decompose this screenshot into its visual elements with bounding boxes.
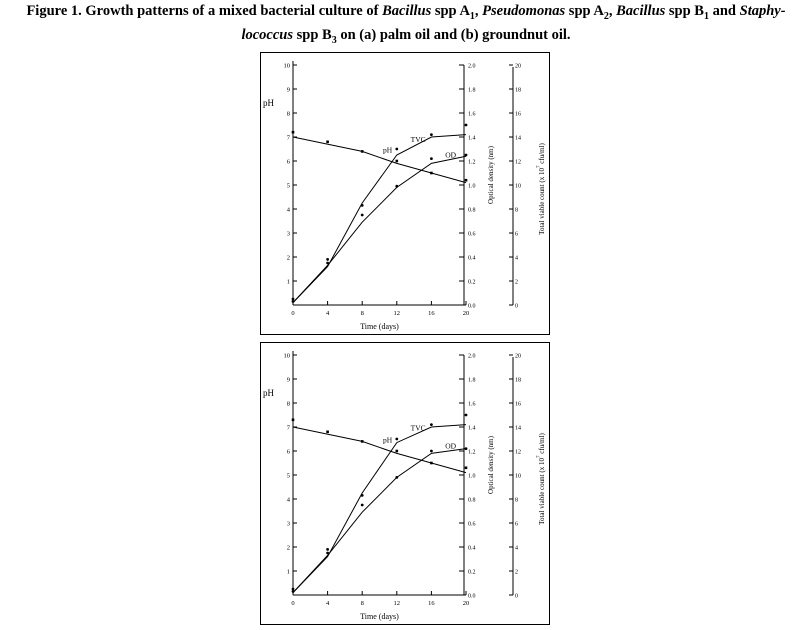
- tvc-tick-label: 12: [515, 449, 521, 456]
- series-line-tvc: [293, 135, 466, 303]
- tvc-tick-label: 2: [515, 279, 518, 286]
- od-tick-label: 1.4: [468, 425, 476, 432]
- tvc-tick-label: 12: [515, 159, 521, 166]
- chart-svg-a: [261, 53, 549, 334]
- data-point-od: [361, 504, 364, 507]
- od-tick-label: 1.4: [468, 135, 476, 142]
- data-point-tvc: [465, 124, 468, 127]
- od-tick-label: 1.2: [468, 449, 476, 456]
- organism-name: Pseudomonas: [482, 3, 566, 19]
- tvc-axis-label-main: Total viable count (x 10: [538, 168, 546, 235]
- x-tick-label: 0: [291, 310, 295, 317]
- x-tick-label: 4: [325, 310, 330, 317]
- tvc-tick-label: 16: [515, 401, 521, 408]
- tvc-tick-label: 8: [515, 207, 518, 214]
- figure-caption: [0, 2, 812, 50]
- caption-text: ,: [474, 3, 483, 19]
- tvc-tick-label: 6: [515, 521, 518, 528]
- subscript: 1: [469, 10, 475, 22]
- data-point-od: [326, 258, 329, 261]
- caption-text: on (a) palm oil and (b) groundnut oil.: [336, 26, 571, 43]
- tvc-tick-label: 20: [515, 353, 521, 360]
- data-point-od: [292, 298, 295, 301]
- ph-tick-label: 8: [286, 400, 290, 408]
- od-tick-label: 0.4: [468, 255, 476, 262]
- tvc-tick-label: 6: [515, 231, 518, 238]
- x-tick-label: 16: [428, 310, 435, 317]
- caption-line-2: [0, 26, 812, 50]
- organism-name: Staphy-: [739, 3, 786, 19]
- od-tick-label: 0.4: [468, 545, 476, 552]
- subscript: 1: [703, 10, 709, 22]
- tvc-axis-label: [537, 143, 546, 235]
- data-point-od: [465, 447, 468, 450]
- od-tick-label: 1.6: [468, 401, 476, 408]
- data-point-od: [430, 450, 433, 453]
- series-label-od: OD: [445, 441, 457, 451]
- od-tick-label: 0.8: [468, 497, 476, 504]
- ph-tick-label: 6: [286, 158, 290, 166]
- caption-text: Growth patterns of a mixed bacterial culture of: [81, 3, 383, 19]
- ph-tick-label: 2: [286, 254, 290, 262]
- data-point-tvc: [430, 133, 433, 136]
- series-line-od: [293, 449, 466, 593]
- ph-tick-label: 1: [286, 568, 290, 576]
- data-point-ph: [430, 172, 433, 175]
- ph-tick-label: 5: [286, 182, 290, 190]
- od-tick-label: 1.6: [468, 111, 476, 118]
- data-point-od: [395, 185, 398, 188]
- od-axis-label: Optical density (nm): [487, 436, 495, 494]
- tvc-axis-label-tail: cfu/ml): [538, 433, 546, 456]
- series-line-tvc: [293, 425, 466, 593]
- tvc-axis-label-tail: cfu/ml): [538, 143, 546, 166]
- subscript: 3: [331, 34, 337, 46]
- x-tick-label: 12: [393, 600, 401, 607]
- caption-text: spp B: [293, 26, 332, 43]
- organism-name: lococcus: [241, 26, 294, 43]
- organism-name: Bacillus: [382, 3, 432, 19]
- series-label-ph: pH: [382, 145, 393, 155]
- ph-tick-label: 5: [286, 472, 290, 480]
- organism-name: Bacillus: [616, 3, 666, 19]
- x-tick-label: 16: [428, 600, 435, 607]
- tvc-tick-label: 10: [515, 473, 521, 480]
- ph-tick-label: 10: [283, 62, 290, 70]
- ph-tick-label: 10: [283, 352, 290, 360]
- ph-tick-label: 3: [286, 230, 290, 238]
- data-point-ph: [361, 440, 364, 443]
- caption-line-1: [0, 2, 812, 26]
- data-point-od: [465, 154, 468, 157]
- od-tick-label: 0.2: [468, 279, 476, 286]
- tvc-tick-label: 10: [515, 183, 521, 190]
- caption-label: Figure 1.: [26, 3, 82, 19]
- tvc-tick-label: 18: [515, 377, 521, 384]
- data-point-ph: [396, 450, 399, 453]
- caption-text: and: [708, 3, 740, 19]
- series-label-tvc: TVC: [410, 134, 426, 144]
- ph-tick-label: 8: [286, 110, 290, 118]
- od-axis-label: Optical density (nm): [487, 146, 495, 204]
- x-tick-label: 4: [325, 600, 330, 607]
- tvc-tick-label: 16: [515, 111, 521, 118]
- tvc-tick-label: 4: [515, 545, 518, 552]
- data-point-tvc: [430, 423, 433, 426]
- data-point-tvc: [465, 414, 468, 417]
- ph-axis-label: pH: [263, 97, 274, 108]
- chart-panel-b: [260, 342, 550, 625]
- od-tick-label: 1.2: [468, 159, 476, 166]
- data-point-tvc: [361, 494, 364, 497]
- ph-tick-label: 4: [286, 496, 290, 504]
- ph-tick-label: 4: [286, 206, 290, 214]
- tvc-axis-label: [537, 433, 546, 525]
- series-line-ph: [293, 134, 466, 183]
- chart-panel-a: [260, 52, 550, 335]
- series-label-od: OD: [445, 150, 457, 160]
- tvc-axis-label-exp: 7: [537, 165, 542, 169]
- data-point-tvc: [395, 148, 398, 151]
- od-tick-label: 0.6: [468, 521, 476, 528]
- series-label-tvc: TVC: [410, 423, 426, 433]
- x-tick-label: 12: [393, 310, 401, 317]
- data-point-od: [430, 157, 433, 160]
- data-point-od: [326, 548, 329, 551]
- data-point-ph: [465, 467, 468, 470]
- chart-svg-b: [261, 343, 549, 624]
- tvc-axis-label-exp: 7: [537, 455, 542, 459]
- od-tick-label: 0.2: [468, 569, 476, 576]
- ph-tick-label: 7: [286, 424, 290, 432]
- ph-tick-label: 9: [286, 376, 290, 384]
- x-tick-label: 8: [360, 310, 364, 317]
- series-label-ph: pH: [382, 435, 393, 445]
- tvc-tick-label: 4: [515, 255, 518, 262]
- od-tick-label: 1.8: [468, 377, 476, 384]
- data-point-ph: [396, 160, 399, 163]
- ph-tick-label: 7: [286, 134, 290, 142]
- x-tick-label: 20: [462, 310, 470, 317]
- ph-tick-label: 9: [286, 86, 290, 94]
- tvc-tick-label: 18: [515, 87, 521, 94]
- ph-tick-label: 1: [286, 278, 290, 286]
- tvc-tick-label: 0: [515, 593, 518, 600]
- ph-tick-label: 2: [286, 544, 290, 552]
- od-tick-label: 2.0: [468, 63, 476, 70]
- tvc-tick-label: 2: [515, 569, 518, 576]
- data-point-tvc: [395, 438, 398, 441]
- tvc-tick-label: 0: [515, 303, 518, 310]
- data-point-od: [361, 214, 364, 217]
- od-tick-label: 0.0: [468, 593, 476, 600]
- tvc-axis-label-main: Total viable count (x 10: [538, 458, 546, 525]
- series-line-ph: [293, 427, 466, 473]
- tvc-tick-label: 8: [515, 497, 518, 504]
- od-tick-label: 1.8: [468, 87, 476, 94]
- caption-text: spp A: [431, 3, 470, 19]
- x-tick-label: 0: [291, 600, 295, 607]
- od-tick-label: 1.0: [468, 183, 476, 190]
- data-point-od: [292, 588, 295, 591]
- data-point-ph: [465, 179, 468, 182]
- caption-text: spp A: [565, 3, 604, 19]
- subscript: 2: [603, 10, 609, 22]
- tvc-tick-label: 14: [515, 135, 521, 142]
- ph-tick-label: 6: [286, 448, 290, 456]
- ph-axis-label: pH: [263, 387, 274, 398]
- ph-tick-label: 3: [286, 520, 290, 528]
- x-axis-label: Time (days): [360, 322, 399, 331]
- data-point-ph: [292, 419, 295, 422]
- caption-text: ,: [608, 3, 617, 19]
- od-tick-label: 0.8: [468, 207, 476, 214]
- od-tick-label: 1.0: [468, 473, 476, 480]
- od-tick-label: 2.0: [468, 353, 476, 360]
- x-tick-label: 8: [360, 600, 364, 607]
- tvc-tick-label: 20: [515, 63, 521, 70]
- data-point-ph: [430, 462, 433, 465]
- od-tick-label: 0.0: [468, 303, 476, 310]
- data-point-od: [395, 476, 398, 479]
- data-point-ph: [292, 131, 295, 134]
- x-axis-label: Time (days): [360, 612, 399, 621]
- caption-text: spp B: [665, 3, 704, 19]
- data-point-ph: [326, 141, 329, 144]
- data-point-tvc: [361, 204, 364, 207]
- data-point-ph: [361, 150, 364, 153]
- x-tick-label: 20: [462, 600, 470, 607]
- data-point-ph: [326, 431, 329, 434]
- tvc-tick-label: 14: [515, 425, 521, 432]
- od-tick-label: 0.6: [468, 231, 476, 238]
